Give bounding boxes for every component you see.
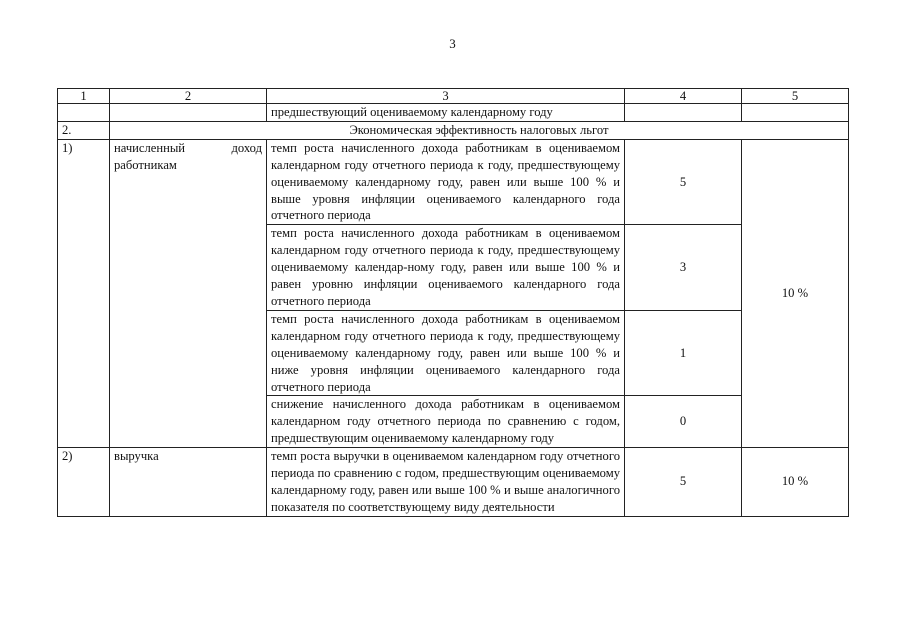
criterion-text: темп роста выручки в оцениваемом календарном году отчетного периода по сравнению с годом, предшествующим оцениваемому календарному году, равен или выше 100 % и выше аналогичного показателя по соответствующему виду деятельности xyxy=(267,448,625,517)
table-row xyxy=(58,139,849,225)
criterion-text: темп роста начисленного дохода работникам в оцениваемом календарном году отчетного периода к году, предшествующему оцениваемому календарному году, равен или выше 100 % и ниже уровня инфляции оцениваемого календарного года отчетного периода xyxy=(267,310,625,396)
header-cell-2: 2 xyxy=(110,89,267,104)
header-cell-3: 3 xyxy=(267,89,625,104)
criteria-table xyxy=(57,88,849,517)
criterion-score: 0 xyxy=(625,396,742,448)
item-indicator: выручка xyxy=(110,448,267,517)
criterion-score: 3 xyxy=(625,225,742,311)
header-cell-4: 4 xyxy=(625,89,742,104)
criterion-score: 5 xyxy=(625,448,742,517)
item-indicator: начисленный доход работникам xyxy=(110,139,267,447)
item-number: 2) xyxy=(58,448,110,517)
criterion-score: 1 xyxy=(625,310,742,396)
header-cell-1: 1 xyxy=(58,89,110,104)
criterion-text: снижение начисленного дохода работникам в оцениваемом календарном году отчетного периода по сравнению с годом, предшествующим оцениваемому календарному году xyxy=(267,396,625,448)
section-title: Экономическая эффективность налоговых льгот xyxy=(110,121,849,139)
item-weight: 10 % xyxy=(742,139,849,447)
table-header-row xyxy=(58,89,849,104)
section-row xyxy=(58,121,849,139)
criterion-text: темп роста начисленного дохода работникам в оцениваемом календарном году отчетного периода к году, предшествующему оцениваемому календарному году, равен или выше 100 % и выше уровня инфляции оцениваемого календарного года отчетного периода xyxy=(267,139,625,225)
table-row xyxy=(58,448,849,517)
criterion-text: темп роста начисленного дохода работникам в оцениваемом календарном году отчетного периода к году, предшествующему оцениваемому календар-ному году, равен или выше 100 % и равен уровню инфляции оцениваемого календарного года отчетного периода xyxy=(267,225,625,311)
item-number: 1) xyxy=(58,139,110,447)
section-number: 2. xyxy=(58,121,110,139)
header-cell-5: 5 xyxy=(742,89,849,104)
criterion-score: 5 xyxy=(625,139,742,225)
item-weight: 10 % xyxy=(742,448,849,517)
continued-row xyxy=(58,104,849,122)
page-number: 3 xyxy=(449,36,456,51)
continued-text: предшествующий оцениваемому календарному году xyxy=(267,104,625,122)
